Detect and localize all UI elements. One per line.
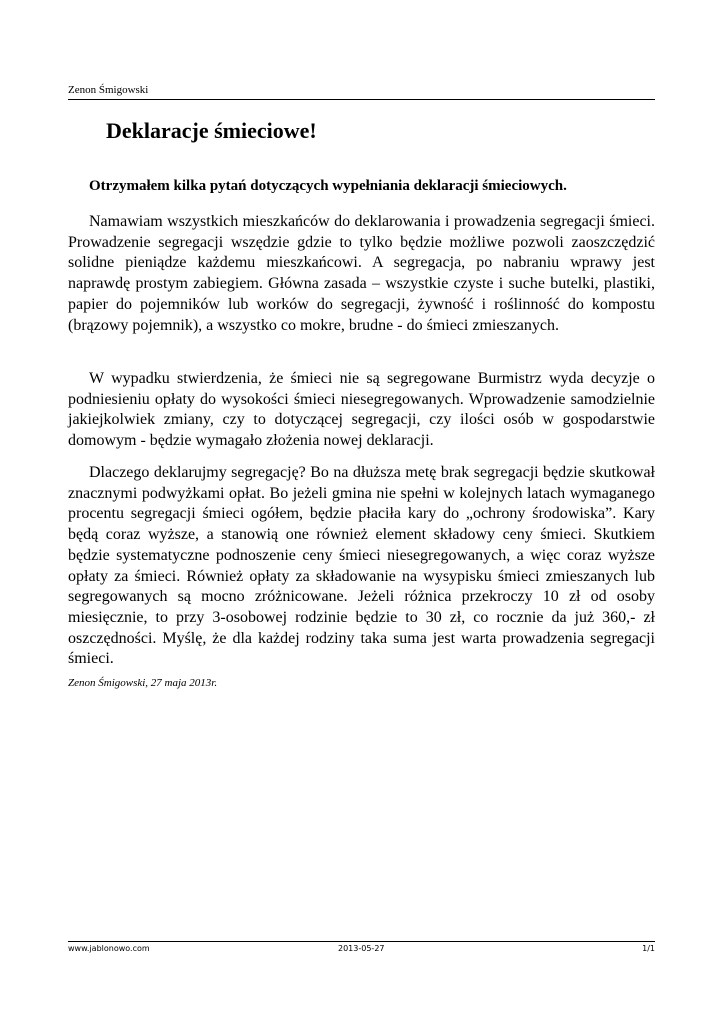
paragraph-fee-decision: W wypadku stwierdzenia, że śmieci nie są segregowane Burmistrz wyda decyzje o podniesieniu opłaty do wysokości śmieci niesegregowanych. Wprowadzenie samodzielnie jakiejkolwiek zmiany, czy to dotyczącej segregacji, czy ilości osób w gospodarstwie domowym - będzie wymagało złożenia nowej deklaracji.: [68, 370, 655, 450]
header-divider: [68, 99, 655, 100]
paragraph-why-segregate: Dlaczego deklarujmy segregację? Bo na dłuższa metę brak segregacji będzie skutkował znacznymi podwyżkami opłat. Bo jeżeli gmina nie spełni w kolejnych latach wymaganego procentu segregacji śmieci ogółem, będzie płaciła kary do „ochrony środowiska”. Kary będą coraz wyższe, a stanowią one również element składowy ceny śmieci. Skutkiem będzie systematyczne podnoszenie ceny śmieci niesegregowanych, a więc coraz wyższe opłaty za śmieci. Również opłaty za składowanie na wysypisku śmieci zmieszanych lub segregowanych są mocno zróżnicowane. Jeżeli różnica przekroczy 10 zł od osoby miesięcznie, to przy 3-osobowej rodzinie będzie to 30 zł, co rocznie da już 360,- zł oszczędności. Myślę, że dla każdej rodziny taka suma jest warta prowadzenia segregacji śmieci.: [68, 464, 655, 668]
header-author: Zenon Śmigowski: [68, 84, 149, 96]
footer-date: 2013-05-27: [338, 944, 385, 953]
footer-website: www.jablonowo.com: [68, 944, 150, 953]
signature: Zenon Śmigowski, 27 maja 2013r.: [68, 677, 218, 689]
document-title: Deklaracje śmieciowe!: [106, 118, 317, 143]
footer-page-number: 1/1: [642, 944, 655, 953]
lead-sentence: Otrzymałem kilka pytań dotyczących wypełniania deklaracji śmieciowych.: [89, 178, 567, 194]
paragraph-segregation-encouragement: Namawiam wszystkich mieszkańców do deklarowania i prowadzenia segregacji śmieci. Prowadzenie segregacji wszędzie gdzie to tylko będzie możliwe pozwoli zaoszczędzić solidne pieniądze każdemu mieszkańcowi. A segregacja, po nabraniu wprawy jest naprawdę prostym zabiegiem. Główna zasada – wszystkie czyste i suche butelki, plastiki, papier do pojemników lub worków do segregacji, żywność i roślinność do kompostu (brązowy pojemnik), a wszystko co mokre, brudne - do śmieci zmieszanych.: [68, 213, 655, 334]
footer-divider: [68, 941, 655, 942]
